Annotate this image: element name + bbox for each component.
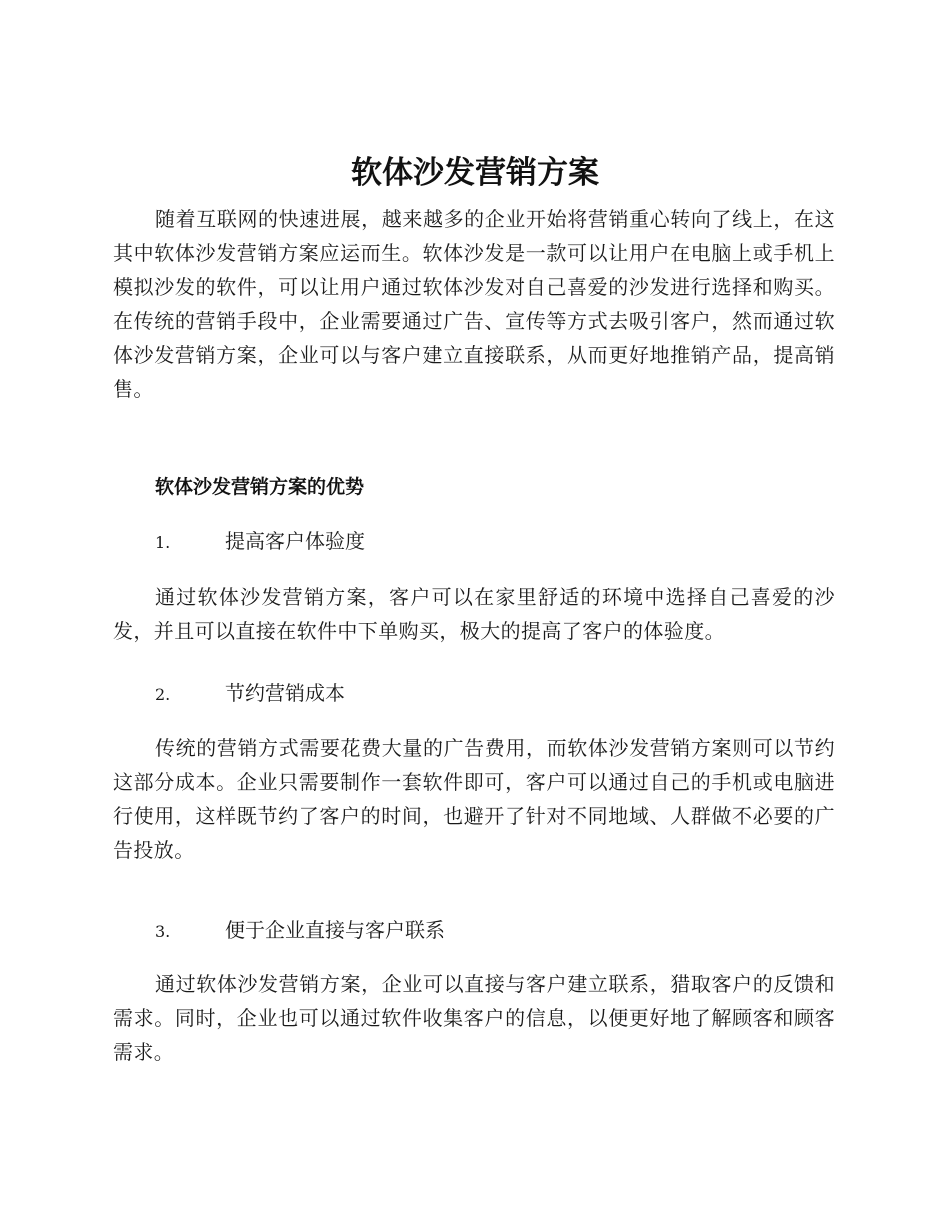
item-2-paragraph: 传统的营销方式需要花费大量的广告费用，而软体沙发营销方案则可以节约这部分成本。企业只需要制作一套软件即可，客户可以通过自己的手机或电脑进行使用，这样既节约了客户的时间，也避开了针对不同地域、人群做不必要的广告投放。	[113, 736, 835, 862]
list-item-title: 便于企业直接与客户联系	[225, 918, 445, 942]
intro-paragraph: 随着互联网的快速进展，越来越多的企业开始将营销重心转向了线上，在这其中软体沙发营销方案应运而生。软体沙发是一款可以让用户在电脑上或手机上模拟沙发的软件，可以让用户通过软体沙发对自己喜爱的沙发进行选择和购买。在传统的营销手段中，企业需要通过广告、宣传等方式去吸引客户，然而通过软体沙发营销方案，企业可以与客户建立直接联系，从而更好地推销产品，提高销售。	[113, 207, 835, 401]
document-title: 软体沙发营销方案	[351, 155, 599, 191]
list-item-3	[155, 913, 835, 949]
list-item-number: 2.	[155, 685, 171, 704]
list-item-2	[155, 676, 835, 712]
item-3-paragraph: 通过软体沙发营销方案，企业可以直接与客户建立联系，猎取客户的反馈和需求。同时，企业也可以通过软件收集客户的信息，以便更好地了解顾客和顾客需求。	[113, 972, 835, 1064]
item-1-paragraph: 通过软体沙发营销方案，客户可以在家里舒适的环境中选择自己喜爱的沙发，并且可以直接在软件中下单购买，极大的提高了客户的体验度。	[113, 585, 835, 643]
list-item-title: 节约营销成本	[225, 681, 345, 705]
list-item-number: 3.	[155, 922, 171, 941]
section-heading: 软体沙发营销方案的优势	[155, 476, 365, 498]
list-item-number: 1.	[155, 533, 171, 552]
list-item-title: 提高客户体验度	[225, 529, 365, 553]
list-item-1	[155, 524, 835, 560]
